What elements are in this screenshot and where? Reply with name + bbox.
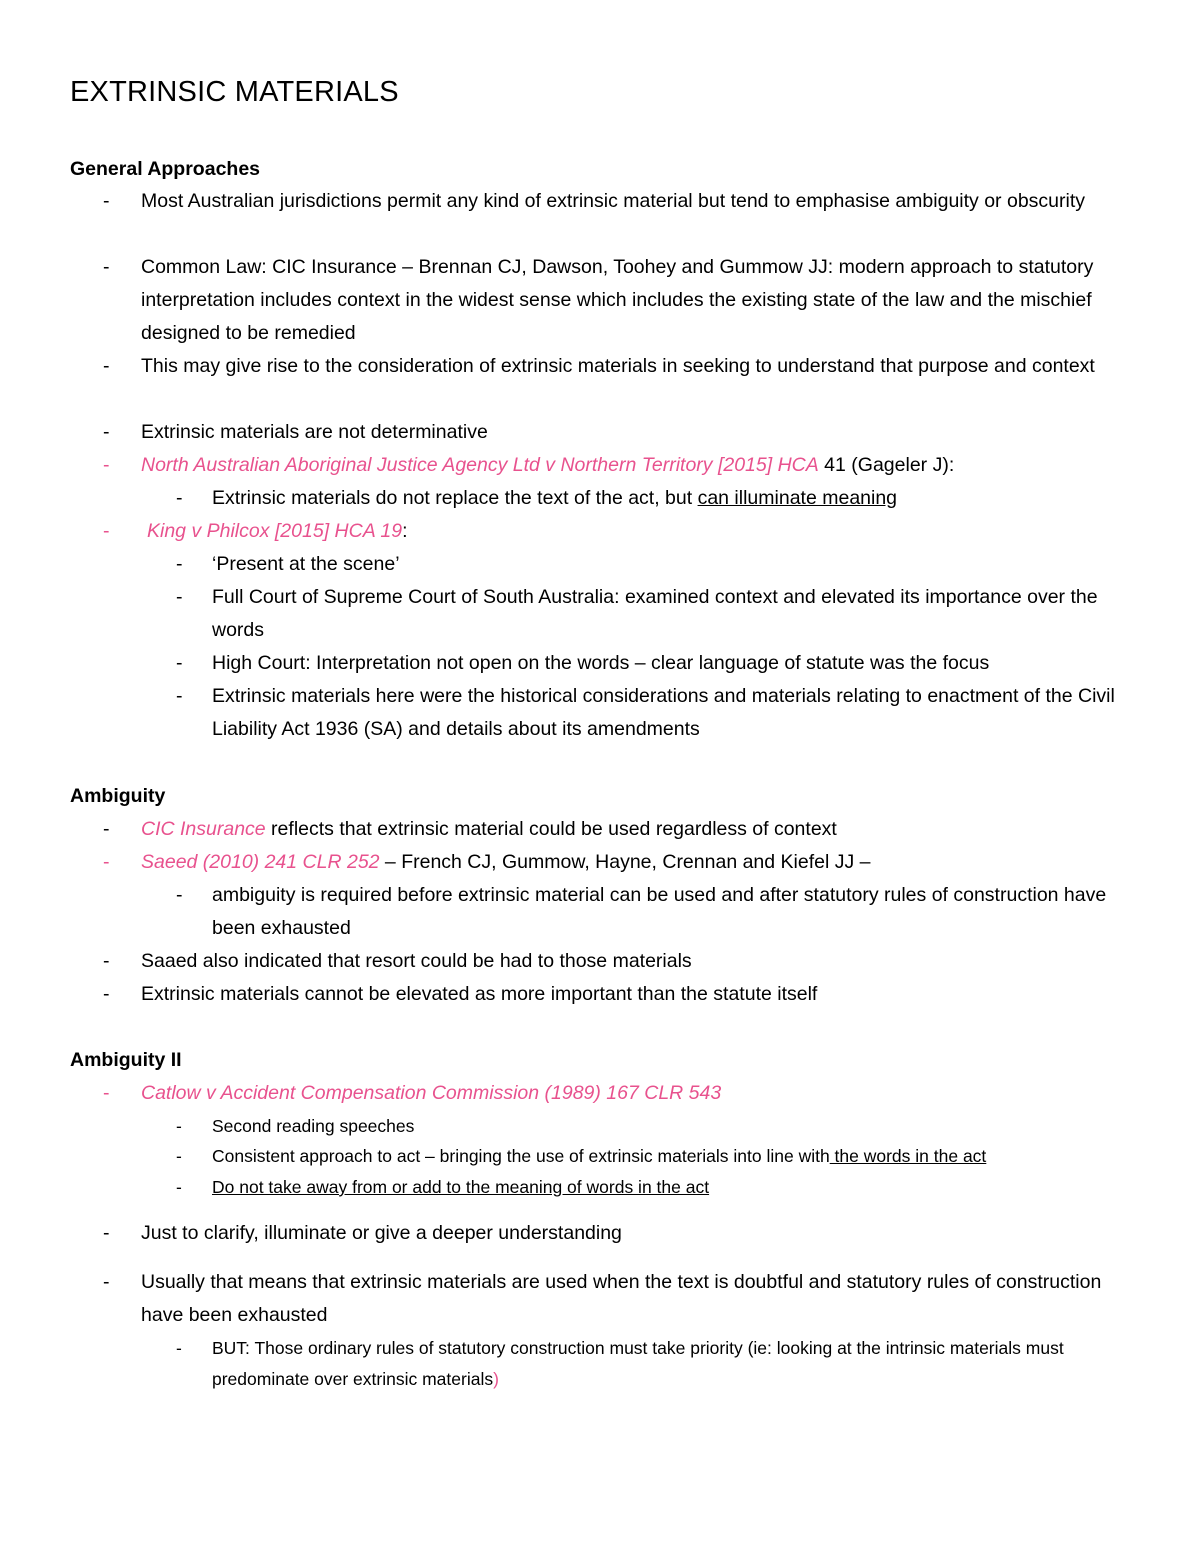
list-item-case	[103, 515, 1147, 548]
list-item	[103, 1266, 1141, 1332]
sub-list-item-text: ‘Present at the scene’	[212, 553, 400, 575]
sub-list-item	[176, 1172, 1132, 1203]
bullet-dash: -	[103, 950, 110, 972]
list-item	[103, 978, 1141, 1011]
sub-list-item	[176, 1141, 1132, 1172]
bullet-dash: -	[103, 1082, 110, 1104]
section-heading-ambiguity-ii: Ambiguity II	[70, 1049, 182, 1071]
list-item-case	[103, 449, 1141, 482]
bullet-dash: -	[103, 818, 110, 840]
list-item	[103, 350, 1141, 383]
list-item-text: Saaed also indicated that resort could be had to those materials	[141, 950, 692, 972]
sub-list-item-text: High Court: Interpretation not open on the words – clear language of statute was the focus	[212, 652, 990, 674]
sub-list-item-text: Extrinsic materials do not replace the text of the act, but	[212, 487, 698, 509]
underlined-text: can illuminate meaning	[697, 487, 898, 509]
sub-list-item	[176, 680, 1132, 746]
list-item	[103, 945, 1141, 978]
bullet-dash: -	[103, 520, 110, 542]
bullet-dash: -	[176, 685, 183, 707]
list-item-text: This may give rise to the consideration of extrinsic materials in seeking to understand that purpose and context	[141, 355, 1095, 377]
sub-list-item	[176, 879, 1132, 945]
sub-list-item	[176, 1333, 1132, 1395]
sub-list-item-text: ambiguity is required before extrinsic material can be used and after statutory rules of construction have been exhausted	[212, 884, 1107, 939]
underlined-text: Do not take away from or add to the meaning of words in the act	[212, 1177, 710, 1197]
sub-list-item-text: Extrinsic materials here were the historical considerations and materials relating to enactment of the Civil Liability Act 1936 (SA) and details about its amendments	[212, 685, 1115, 740]
sub-list-item-text: Consistent approach to act – bringing the use of extrinsic materials into line with	[212, 1146, 830, 1166]
bullet-dash: -	[103, 421, 110, 443]
bullet-dash: -	[176, 553, 183, 575]
closing-parenthesis: )	[493, 1369, 499, 1389]
sub-list-item-text: Second reading speeches	[212, 1116, 415, 1136]
list-item-text: reflects that extrinsic material could be used regardless of context	[265, 818, 837, 840]
bullet-dash: -	[103, 454, 110, 476]
section-heading-general-approaches: General Approaches	[70, 158, 261, 180]
bullet-dash: -	[176, 586, 183, 608]
bullet-dash: -	[176, 1338, 182, 1358]
bullet-dash: -	[176, 884, 183, 906]
bullet-dash: -	[103, 355, 110, 377]
list-item-case	[103, 846, 1141, 879]
bullet-dash: -	[176, 1177, 182, 1197]
sub-list-item-text: BUT: Those ordinary rules of statutory construction must take priority (ie: looking at the intrinsic materials must predominate over extrinsic materials	[212, 1338, 1064, 1389]
sub-list-item	[176, 482, 1132, 515]
bullet-dash: -	[103, 1222, 110, 1244]
case-citation-suffix: 41 (Gageler J):	[818, 454, 955, 476]
sub-list-item	[176, 548, 1132, 581]
bullet-dash: -	[103, 190, 110, 212]
sub-list-item	[176, 1111, 1132, 1142]
sub-list-item	[176, 647, 1132, 680]
bullet-dash: -	[103, 256, 110, 278]
case-citation-cic: CIC Insurance	[141, 818, 266, 840]
list-item-text: Extrinsic materials cannot be elevated as more important than the statute itself	[141, 983, 818, 1005]
list-item-text: Just to clarify, illuminate or give a deeper understanding	[141, 1222, 622, 1244]
section-heading-ambiguity: Ambiguity	[70, 785, 166, 807]
bullet-dash: -	[103, 851, 110, 873]
sub-list-item	[176, 581, 1132, 647]
document-title: EXTRINSIC MATERIALS	[70, 76, 399, 108]
list-item-text: Usually that means that extrinsic materials are used when the text is doubtful and statutory rules of construction have been exhausted	[141, 1271, 1102, 1326]
list-item-text: Most Australian jurisdictions permit any kind of extrinsic material but tend to emphasise ambiguity or obscurity	[141, 190, 1085, 212]
bullet-dash: -	[176, 487, 183, 509]
list-item-case	[103, 1077, 1141, 1110]
underlined-text: the words in the act	[829, 1146, 987, 1166]
list-item	[103, 185, 1141, 218]
list-item	[103, 251, 1141, 350]
bullet-dash: -	[103, 1271, 110, 1293]
bullet-dash: -	[103, 983, 110, 1005]
bullet-dash: -	[176, 652, 183, 674]
list-item-case	[103, 813, 1141, 846]
bullet-dash: -	[176, 1146, 182, 1166]
case-citation-catlow: Catlow v Accident Compensation Commission (1989) 167 CLR 543	[141, 1082, 722, 1104]
case-citation-naaja: North Australian Aboriginal Justice Agency Ltd v Northern Territory [2015] HCA	[141, 454, 819, 476]
list-item	[103, 1217, 1141, 1250]
bullet-dash: -	[176, 1116, 182, 1136]
list-item-text: Common Law: CIC Insurance – Brennan CJ, Dawson, Toohey and Gummow JJ: modern approach to statutory interpretation includes context in the widest sense which includes the existing state of the law and the mischief designed to be remedied	[141, 256, 1094, 344]
list-item	[103, 416, 1141, 449]
sub-list-item-text: Full Court of Supreme Court of South Australia: examined context and elevated its importance over the words	[212, 586, 1098, 641]
list-item-text: – French CJ, Gummow, Hayne, Crennan and Kiefel JJ –	[379, 851, 871, 873]
case-citation-saeed: Saeed (2010) 241 CLR 252	[141, 851, 380, 873]
case-citation-king: King v Philcox [2015] HCA 19	[147, 520, 403, 542]
list-item-text: Extrinsic materials are not determinative	[141, 421, 488, 443]
case-citation-suffix: :	[402, 520, 408, 542]
